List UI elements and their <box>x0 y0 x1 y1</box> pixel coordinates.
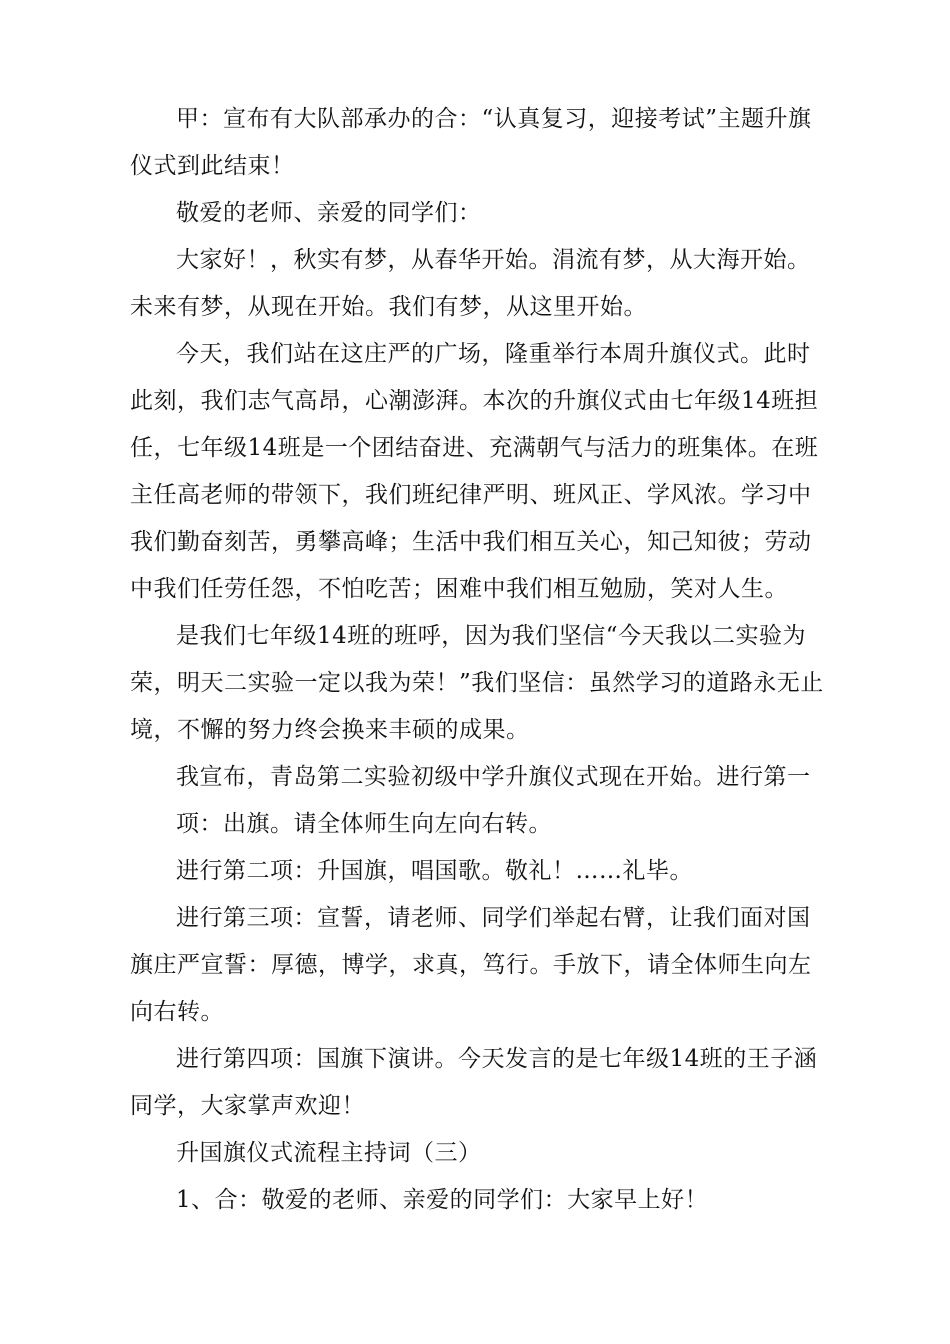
document-body <box>130 96 830 1224</box>
paragraph-step-two: 进行第二项：升国旗，唱国歌。敬礼！……礼毕。 <box>176 858 693 884</box>
section-heading: 升国旗仪式流程主持词（三） <box>176 1140 482 1166</box>
paragraph-ceremony-start: 我宣布，青岛第二实验初级中学升旗仪式现在开始。进行第一 <box>176 764 811 790</box>
paragraph-step-three: 进行第三项：宣誓，请老师、同学们举起右臂，让我们面对国旗庄严宣誓：厚德，博学，求真，笃行。手放下，请全体师生向左向右转。 <box>130 905 812 1025</box>
paragraph-class-introduction: 今天，我们站在这庄严的广场，隆重举行本周升旗仪式。此时此刻，我们志气高昂，心潮澎湃。本次的升旗仪式由七年级14班担任，七年级14班是一个团结奋进、充满朝气与活力的班集体。在班主任高老师的带领下，我们班纪律严明、班风正、学风浓。学习中我们勤奋刻苦，勇攀高峰；生活中我们相互关心，知己知彼；劳动中我们任劳任怨，不怕吃苦；困难中我们相互勉励，笑对人生。 <box>130 341 819 602</box>
paragraph-greeting: 大家好！，秋实有梦，从春华开始。涓流有梦，从大海开始。未来有梦，从现在开始。我们有梦，从这里开始。 <box>130 247 811 320</box>
paragraph-closing-announcement: 甲：宣布有大队部承办的合：“认真复习，迎接考试”主题升旗仪式到此结束！ <box>130 106 812 179</box>
paragraph-opening-greeting: 1、合：敬爱的老师、亲爱的同学们：大家早上好！ <box>176 1187 709 1213</box>
paragraph-step-four: 进行第四项：国旗下演讲。今天发言的是七年级14班的王子涵同学，大家掌声欢迎！ <box>130 1046 818 1119</box>
paragraph-salutation: 敬爱的老师、亲爱的同学们： <box>176 200 482 226</box>
paragraph-class-motto: 是我们七年级14班的班呼，因为我们坚信“今天我以二实验为荣，明天二实验一定以我为荣！”我们坚信：虽然学习的道路永无止境，不懈的努力终会换来丰硕的成果。 <box>130 623 824 743</box>
paragraph-step-one: 项：出旗。请全体师生向左向右转。 <box>176 811 552 837</box>
